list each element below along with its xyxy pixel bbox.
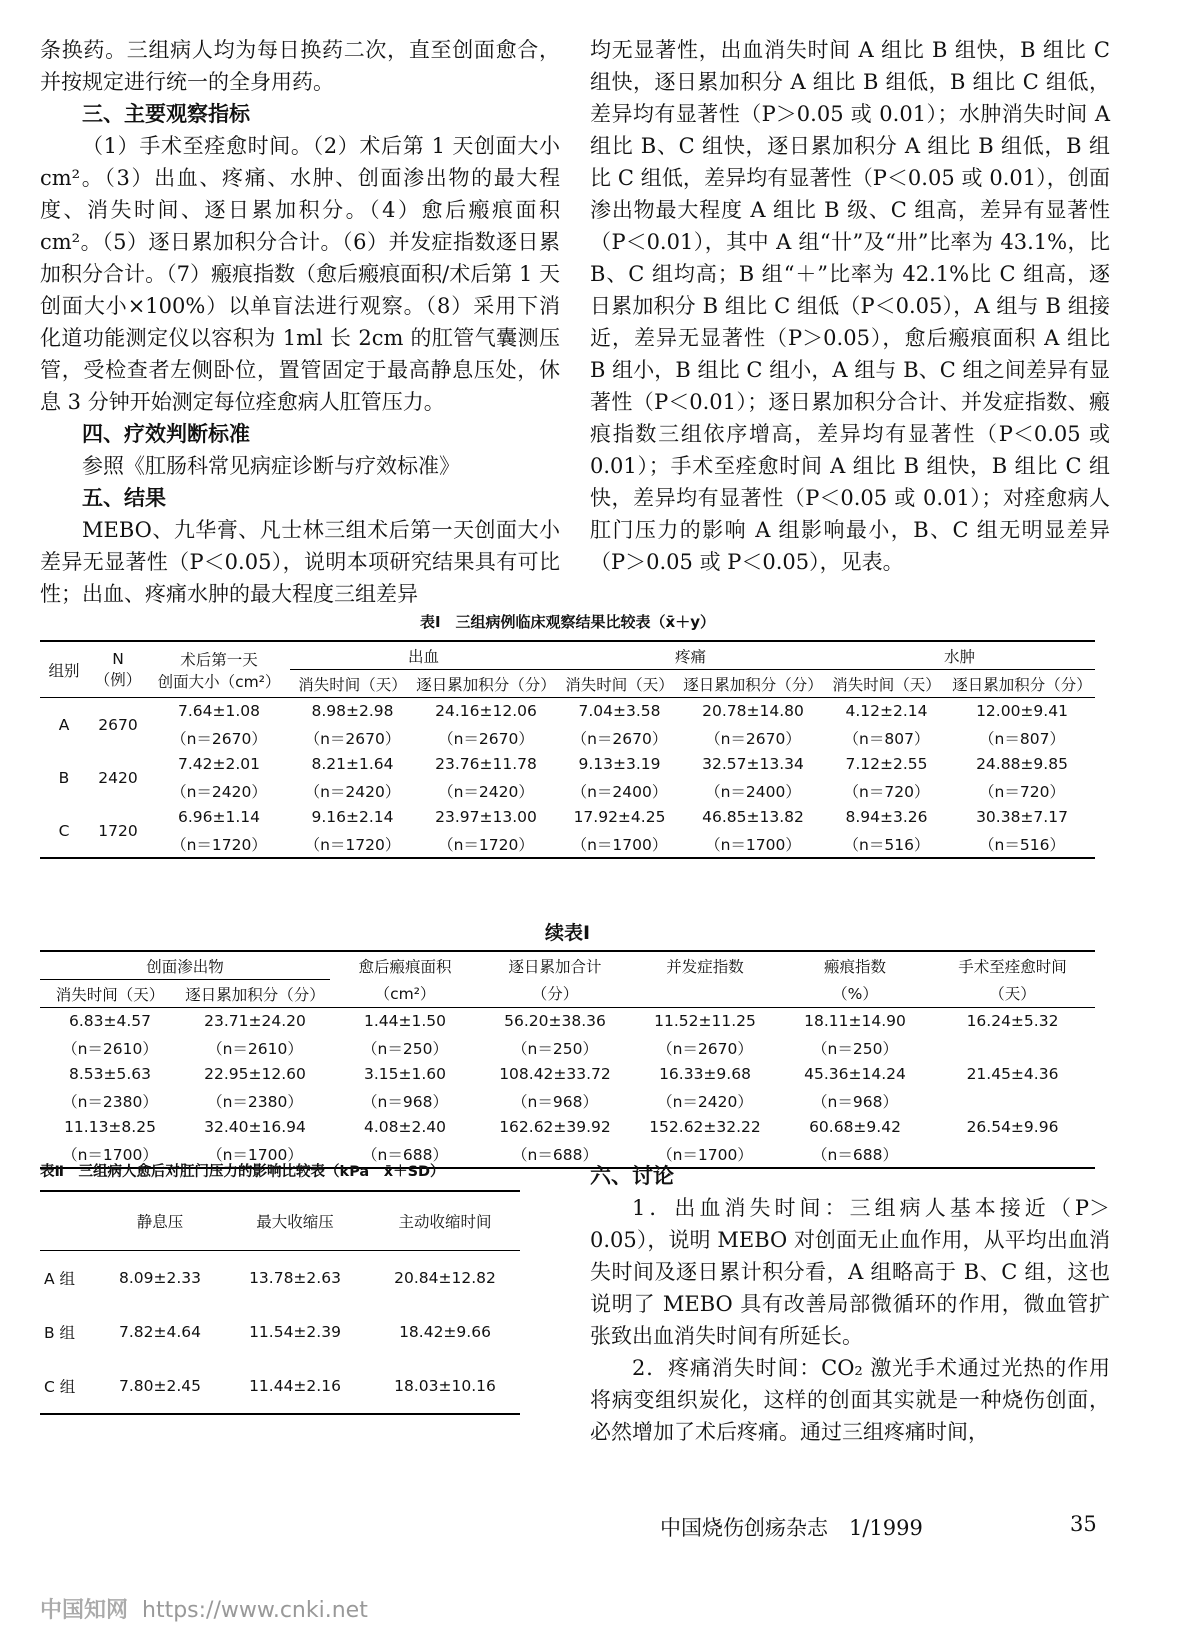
t1-h-edema: 水肿 (824, 641, 1095, 670)
t1-sub-score: 逐日累加积分（分） (949, 670, 1095, 698)
t1-sub-time: 消失时间（天） (290, 670, 415, 698)
t2-value: 108.42±33.72 (499, 1065, 611, 1084)
section-heading: 六、讨论 (590, 1163, 674, 1188)
t1-count: （n＝2670） (171, 729, 267, 748)
t1-sub-score: 逐日累加积分（分） (415, 670, 557, 698)
t3-h-time: 主动收缩时间 (370, 1191, 520, 1251)
t1-value: 24.16±12.06 (435, 702, 537, 721)
t2-count: （n＝2670） (657, 1039, 753, 1058)
t2-value: 8.53±5.63 (68, 1065, 151, 1084)
t1-value: 46.85±13.82 (702, 808, 804, 827)
paragraph: 2．疼痛消失时间：CO₂ 激光手术通过光热的作用将病变组织炭化，这样的创面其实就是一种烧伤创面，必然增加了术后疼痛。通过三组疼痛时间， (590, 1356, 1110, 1444)
t1-n: 1720 (98, 821, 138, 840)
t2-h-comp-blank (630, 980, 780, 1008)
t2-h-heal-unit: （天） (930, 980, 1095, 1008)
t2-value: 21.45±4.36 (966, 1065, 1059, 1084)
table1-continued (40, 950, 1095, 1169)
t1-value: 4.12±2.14 (845, 702, 928, 721)
t1-count: （n＝2670） (438, 729, 534, 748)
t3-value: 7.80±2.45 (118, 1377, 201, 1395)
t2-value: 152.62±32.22 (649, 1118, 761, 1137)
t1-count: （n＝2670） (705, 729, 801, 748)
paragraph: 参照《肛肠科常见病症诊断与疗效标准》 (82, 454, 460, 478)
t1-value: 8.94±3.26 (845, 808, 928, 827)
t1-value: 8.21±1.64 (311, 755, 394, 774)
t2-value: 16.24±5.32 (966, 1012, 1059, 1031)
page-number: 35 (1070, 1512, 1097, 1536)
t1-value: 7.42±2.01 (177, 755, 260, 774)
t2-count (930, 1035, 1095, 1062)
t1-count: （n＝1700） (571, 835, 668, 854)
paragraph: （1）手术至痊愈时间。（2）术后第 1 天创面大小 cm²。（3）出血、疼痛、水肿、创面渗出物的最大程度、消失时间、逐日累加积分。（4）愈后瘢痕面积 cm²。（5）逐日累加积分合计。（6）并发症指数逐日累加积分合计。（7）瘢痕指数（愈后瘢痕面积/术后第 1 天创面大小×100%）以单盲法进行观察。（8）采用下消化道功能测定仪以容积为 1ml 长 2cm 的肛管气囊测压管，受检查者左侧卧位，置管固定于最高静息压处，休息 3 分钟开始测定每位痊愈病人肛管压力。 (40, 134, 560, 414)
t2-count: （n＝968） (812, 1092, 898, 1111)
table-row (40, 1114, 1095, 1141)
t1-count: （n＝720） (979, 782, 1065, 801)
cnki-watermark: 中国知网 https://www.cnki.net (40, 1598, 368, 1623)
table-row (40, 751, 1095, 778)
t1-sub-time: 消失时间（天） (557, 670, 682, 698)
table-row (40, 1088, 1095, 1115)
t3-value: 11.54±2.39 (249, 1323, 341, 1341)
table2 (40, 1190, 520, 1415)
t2-h-comp: 并发症指数 (666, 957, 744, 976)
t3-h-max: 最大收缩压 (220, 1191, 370, 1251)
t1-count: （n＝2670） (571, 729, 668, 748)
table-row (40, 725, 1095, 752)
t1-value: 23.97±13.00 (435, 808, 537, 827)
t2-h-sidx-unit: （%） (780, 980, 930, 1008)
table-row (40, 1359, 520, 1414)
t2-value: 60.68±9.42 (809, 1118, 901, 1137)
t1-count: （n＝807） (843, 729, 930, 748)
t2-count: （n＝2610） (207, 1039, 303, 1058)
t2-h-sidx: 瘢痕指数 (823, 957, 886, 976)
t2-count (930, 1088, 1095, 1115)
t2-value: 23.71±24.20 (204, 1012, 306, 1031)
t2-count: （n＝250） (362, 1039, 448, 1058)
t2-value: 162.62±39.92 (499, 1118, 611, 1137)
t3-h-blank (40, 1191, 100, 1251)
t3-value: 18.03±10.16 (394, 1377, 496, 1395)
t1-value: 24.88±9.85 (976, 755, 1068, 774)
t2-count: （n＝2420） (657, 1092, 753, 1111)
t3-h-rest: 静息压 (100, 1191, 220, 1251)
t1-n: 2670 (98, 715, 138, 734)
table2-caption: 续表Ⅰ (544, 922, 591, 944)
t2-h-total: 逐日累加合计 (508, 957, 602, 976)
t3-value: 13.78±2.63 (249, 1269, 341, 1287)
t3-value: 7.82±4.64 (118, 1323, 201, 1341)
t2-value: 11.13±8.25 (64, 1118, 156, 1137)
paragraph: 条换药。三组病人均为每日换药二次，直至创面愈合，并按规定进行统一的全身用药。 (40, 38, 560, 94)
t2-value: 22.95±12.60 (204, 1065, 306, 1084)
t2-value: 32.40±16.94 (204, 1118, 306, 1137)
section-heading: 三、主要观察指标 (82, 101, 250, 126)
section-heading: 五、结果 (82, 485, 166, 510)
paragraph: 均无显著性，出血消失时间 A 组比 B 组快，B 组比 C 组快，逐日累加积分 A 组比 B 组低，B 组比 C 组低，差异均有显著性（P＞0.05 或 0.01）；水肿消失时间 A 组比 B、C 组快，逐日累加积分 A 组比 B 组低，B 组比 C 组低，差异均有显著性（P＜0.05 或 0.01），创面渗出物最大程度 A 组比 B 级、C 组高，差异有显著性（P＜0.01），其中 A 组“卄”及“卅”比率为 43.1%，比 B、C 组均高；B 组“＋”比率为 42.1%比 C 组高，逐日累加积分 B 组比 C 组低（P＜0.05），A 组与 B 组接近，差异无显著性（P＞0.05），愈后瘢痕面积 A 组比 B 组小，B 组比 C 组小，A 组与 B、C 组之间差异有显著性（P＜0.01）；逐日累加积分合计、并发症指数、瘢痕指数三组依序增高，差异均有显著性（P＜0.05 或 0.01）；手术至痊愈时间 A 组比 B 组快，B 组比 C 组快，差异均有显著性（P＜0.05 或 0.01）；对痊愈病人肛门压力的影响 A 组影响最小，B、C 组无明显差异（P＞0.05 或 P＜0.05），见表。 (590, 38, 1110, 574)
t2-count: （n＝2380） (62, 1092, 158, 1111)
t2-value: 56.20±38.36 (504, 1012, 606, 1031)
t2-value: 11.52±11.25 (654, 1012, 756, 1031)
t3-group: B 组 (44, 1324, 76, 1342)
t2-value: 18.11±14.90 (804, 1012, 906, 1031)
table1-caption: 表Ⅰ 三组病例临床观察结果比较表（x̄＋y） (419, 613, 716, 631)
t3-value: 8.09±2.33 (118, 1269, 201, 1287)
table-row (40, 831, 1095, 859)
t2-count: （n＝688） (512, 1145, 598, 1164)
right-column (590, 34, 1110, 578)
t2-count: （n＝688） (362, 1145, 448, 1164)
table-row (40, 778, 1095, 805)
table-row (40, 698, 1095, 725)
t1-value: 17.92±4.25 (573, 808, 666, 827)
t2-value: 26.54±9.96 (966, 1118, 1059, 1137)
table-row (40, 1305, 520, 1359)
t2-count: （n＝968） (362, 1092, 448, 1111)
t1-value: 20.78±14.80 (702, 702, 804, 721)
t2-h-scar: 愈后瘢痕面积 (358, 957, 452, 976)
t1-value: 12.00±9.41 (976, 702, 1068, 721)
t1-count: （n＝1700） (705, 835, 801, 854)
t2-value: 1.44±1.50 (363, 1012, 446, 1031)
t1-h-group: 组别 (40, 641, 88, 698)
t1-count: （n＝1720） (171, 835, 267, 854)
t2-sub-time: 消失时间（天） (40, 980, 180, 1008)
t1-value: 7.12±2.55 (845, 755, 928, 774)
t1-value: 32.57±13.34 (702, 755, 804, 774)
t2-count: （n＝1700） (62, 1145, 158, 1164)
t1-value: 9.13±3.19 (578, 755, 661, 774)
t1-count: （n＝2400） (705, 782, 801, 801)
t1-count: （n＝807） (979, 729, 1065, 748)
t1-count: （n＝1720） (438, 835, 534, 854)
t2-h-scar-unit: （cm²） (330, 980, 480, 1008)
t1-h-n: N （例） (88, 641, 148, 698)
t2-value: 16.33±9.68 (659, 1065, 751, 1084)
t1-h-size: 术后第一天 创面大小（cm²） (148, 641, 290, 698)
section-heading: 四、疗效判断标准 (82, 421, 250, 446)
t2-value: 45.36±14.24 (804, 1065, 906, 1084)
t1-value: 30.38±7.17 (976, 808, 1068, 827)
t1-value: 7.64±1.08 (177, 702, 260, 721)
t2-count: （n＝1700） (207, 1145, 303, 1164)
t2-count: （n＝2610） (62, 1039, 158, 1058)
table3-caption: 表Ⅱ 三组病人愈后对肛门压力的影响比较表（kPa x̄＋SD） (40, 1164, 445, 1180)
t1-group: C (58, 821, 70, 840)
t2-count: （n＝688） (812, 1145, 898, 1164)
t1-count: （n＝1720） (304, 835, 401, 854)
table-row (40, 1251, 520, 1306)
t1-count: （n＝516） (979, 835, 1065, 854)
t1-count: （n＝2670） (304, 729, 401, 748)
t1-value: 7.04±3.58 (578, 702, 661, 721)
t2-sub-score: 逐日累加积分（分） (180, 980, 330, 1008)
t1-count: （n＝2420） (304, 782, 401, 801)
t2-count: （n＝2380） (207, 1092, 303, 1111)
t1-h-bleed: 出血 (290, 641, 557, 670)
paragraph: MEBO、九华膏、凡士林三组术后第一天创面大小差异无显著性（P＜0.05），说明本项研究结果具有可比性；出血、疼痛水肿的最大程度三组差异 (40, 518, 560, 606)
t1-n: 2420 (98, 768, 138, 787)
t2-h-exud: 创面渗出物 (40, 951, 330, 980)
t2-value: 4.08±2.40 (363, 1118, 446, 1137)
t1-value: 6.96±1.14 (177, 808, 260, 827)
table-row (40, 804, 1095, 831)
t1-count: （n＝2420） (438, 782, 534, 801)
journal-footer: 中国烧伤创疡杂志 1/1999 (660, 1516, 923, 1540)
t1-count: （n＝2420） (171, 782, 267, 801)
t1-value: 8.98±2.98 (311, 702, 394, 721)
discussion-section (590, 1160, 1110, 1448)
t2-value: 3.15±1.60 (363, 1065, 446, 1084)
t1-count: （n＝720） (843, 782, 930, 801)
paragraph: 1．出血消失时间：三组病人基本接近（P＞0.05），说明 MEBO 对创面无止血作用，从平均出血消失时间及逐日累计积分看，A 组略高于 B、C 组，这也说明了 MEBO 具有改善局部微循环的作用，微血管扩张致出血消失时间有所延长。 (590, 1196, 1110, 1348)
t3-value: 11.44±2.16 (249, 1377, 341, 1395)
t2-h-heal: 手术至痊愈时间 (958, 957, 1067, 976)
t1-group: A (58, 715, 70, 734)
t1-h-pain: 疼痛 (557, 641, 824, 670)
table1 (40, 640, 1095, 859)
t3-group: A 组 (44, 1270, 76, 1288)
t1-value: 23.76±11.78 (435, 755, 537, 774)
t2-count: （n＝1700） (657, 1145, 753, 1164)
t2-h-total-unit: （分） (480, 980, 630, 1008)
t1-value: 9.16±2.14 (311, 808, 394, 827)
t1-count: （n＝516） (843, 835, 930, 854)
table-row (40, 1035, 1095, 1062)
t1-count: （n＝2400） (571, 782, 668, 801)
t2-count: （n＝250） (512, 1039, 598, 1058)
t1-sub-score: 逐日累加积分（分） (682, 670, 824, 698)
t2-count: （n＝250） (812, 1039, 898, 1058)
t2-count: （n＝968） (512, 1092, 598, 1111)
t3-value: 18.42±9.66 (399, 1323, 491, 1341)
t3-value: 20.84±12.82 (394, 1269, 496, 1287)
t2-value: 6.83±4.57 (68, 1012, 151, 1031)
table-row (40, 1008, 1095, 1035)
t3-group: C 组 (44, 1378, 76, 1396)
t1-group: B (58, 768, 70, 787)
left-column (40, 34, 560, 610)
table-row (40, 1061, 1095, 1088)
t1-sub-time: 消失时间（天） (824, 670, 949, 698)
